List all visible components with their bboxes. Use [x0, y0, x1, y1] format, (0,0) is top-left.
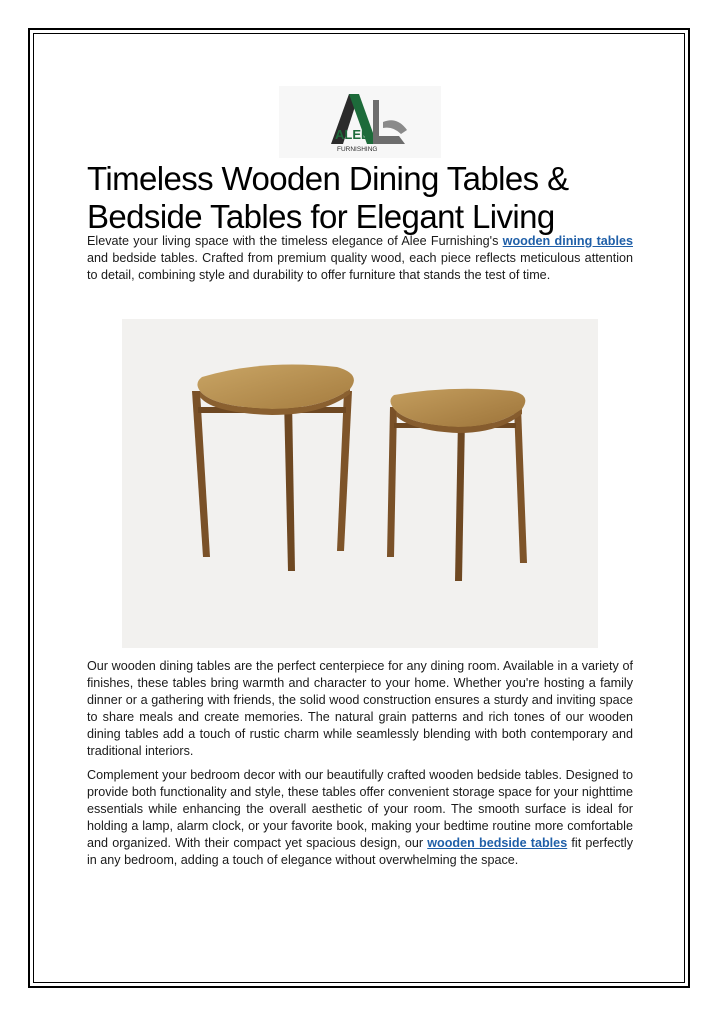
intro-text-after: and bedside tables. Crafted from premium quality wood, each piece reflects meticulous attention to detail, combining style and durability to offer furniture that stands the test of time.: [87, 251, 633, 282]
wooden-dining-tables-link[interactable]: wooden dining tables: [502, 234, 633, 248]
wooden-tables-image: [122, 319, 598, 648]
bedside-text-after: fit perfectly in any bedroom, adding a touch of elegance without overwhelming the space.: [87, 836, 633, 867]
wooden-bedside-tables-link[interactable]: wooden bedside tables: [427, 836, 568, 850]
logo-sub-text: FURNISHING: [337, 146, 378, 153]
page-title: [87, 160, 647, 236]
title-line-1: Timeless Wooden Dining Tables &: [87, 160, 569, 197]
product-photo: [122, 319, 598, 648]
logo-mark-icon: [279, 86, 441, 158]
logo-brand-text: ALEE: [335, 127, 370, 142]
title-line-2: Bedside Tables for Elegant Living: [87, 198, 555, 235]
dining-paragraph: Our wooden dining tables are the perfect centerpiece for any dining room. Available in a variety of finishes, these tables bring warmth and character to your home. Whether you're hosting a family dinner or a gathering with friends, the solid wood construction ensures a sturdy and inviting space to share meals and create memories. The natural grain patterns and rich tones of our wooden dining tables add a touch of rustic charm while seamlessly blending with both contemporary and traditional interiors.: [87, 659, 633, 758]
intro-text-before: Elevate your living space with the timeless elegance of Alee Furnishing's: [87, 234, 503, 248]
bedside-paragraph: [87, 767, 633, 869]
alee-logo: [279, 86, 441, 158]
intro-paragraph: [87, 233, 633, 284]
bedside-text-before: Complement your bedroom decor with our beautifully crafted wooden bedside tables. Designed to provide both functionality and style, these tables offer convenient storage space for your nighttime essentials while enhancing the overall aesthetic of your room. The smooth surface is ideal for holding a lamp, alarm clock, or your favorite book, making your bedtime routine more comfortable and organized. With their compact yet spacious design, our: [87, 768, 633, 850]
